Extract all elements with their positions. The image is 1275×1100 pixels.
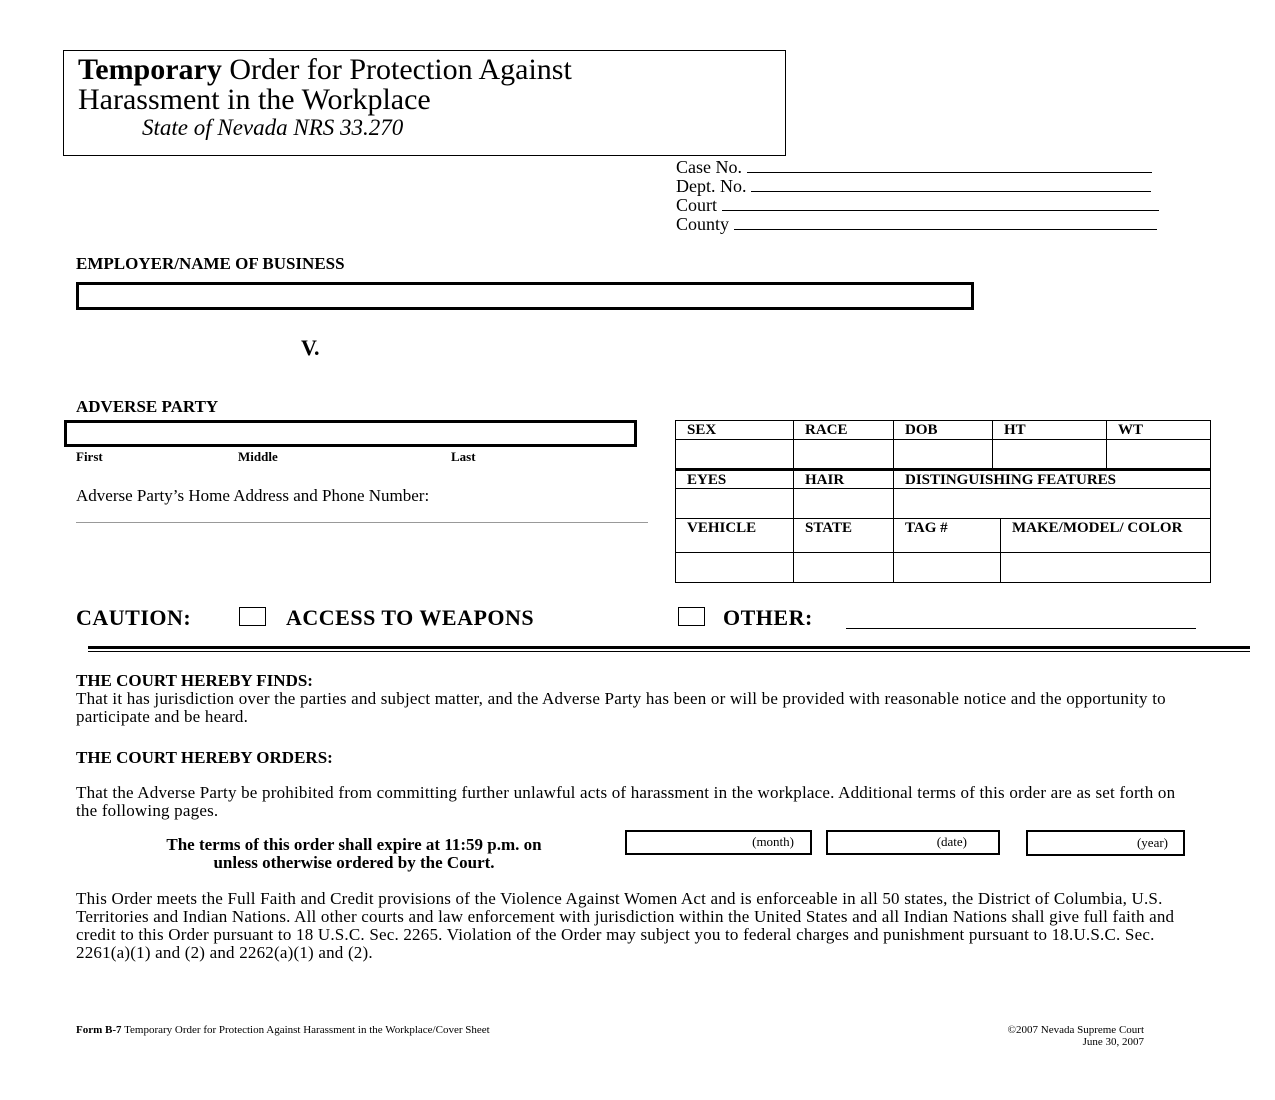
sex-cell[interactable] (676, 440, 794, 470)
first-name-label: First (76, 449, 103, 464)
hair-header: HAIR (794, 470, 894, 489)
weapons-checkbox[interactable] (239, 607, 266, 626)
employer-heading: EMPLOYER/NAME OF BUSINESS (76, 254, 345, 273)
court-field[interactable] (722, 197, 1159, 211)
county-field[interactable] (734, 216, 1157, 230)
document-title-line2: Harassment in the Workplace (78, 83, 431, 116)
orders-text: That the Adverse Party be prohibited from committing further unlawful acts of harassment in the workplace. Additional terms of this order are as set forth on the following pages. (76, 783, 1176, 820)
case-number-field[interactable] (747, 159, 1152, 173)
case-number-row: Case No. (676, 158, 1159, 177)
make-model-color-header: MAKE/MODEL/ COLOR (1001, 519, 1211, 553)
section-divider-thin (88, 651, 1250, 652)
weapons-label: ACCESS TO WEAPONS (286, 605, 535, 630)
hair-cell[interactable] (794, 489, 894, 519)
expiry-statement: The terms of this order shall expire at 11:59 p.m. on unless otherwise ordered by the Court. (166, 835, 542, 872)
physical-description-table (675, 420, 1211, 583)
vehicle-cell[interactable] (676, 553, 794, 583)
weight-cell[interactable] (1107, 440, 1211, 470)
section-divider (88, 646, 1250, 649)
race-cell[interactable] (794, 440, 894, 470)
other-label: OTHER: (723, 605, 813, 630)
title-box (63, 50, 786, 156)
middle-name-label: Middle (238, 449, 278, 464)
expiry-month-field[interactable]: (month) (625, 830, 812, 855)
address-label: Adverse Party’s Home Address and Phone Number: (76, 486, 430, 505)
race-header: RACE (794, 421, 894, 440)
dob-header: DOB (894, 421, 993, 440)
caution-label: CAUTION: (76, 605, 192, 630)
make-model-color-cell[interactable] (1001, 553, 1211, 583)
court-row: Court (676, 196, 1159, 215)
adverse-party-heading: ADVERSE PARTY (76, 397, 219, 416)
expiry-date-field[interactable]: (date) (826, 830, 1000, 855)
distinguishing-features-cell[interactable] (894, 489, 1211, 519)
address-field[interactable] (76, 506, 648, 523)
eyes-header: EYES (676, 470, 794, 489)
eyes-cell[interactable] (676, 489, 794, 519)
case-info-block (676, 158, 1159, 234)
height-cell[interactable] (993, 440, 1107, 470)
tag-cell[interactable] (894, 553, 1001, 583)
tag-header: TAG # (894, 519, 1001, 553)
full-faith-credit-text: This Order meets the Full Faith and Credit provisions of the Violence Against Women Act and is enforceable in all 50 states, the District of Columbia, U.S. Territories and Indian Nations. All other courts and law enforcement with jurisdiction within the United States and all Indian Nations shall give full faith and credit to this Order pursuant to 18 U.S.C. Sec. 2265. Violation of the Order may subject you to federal charges and punishment pursuant to 18.U.S.C. Sec. 2261(a)(1) and (2) and 2262(a)(1) and (2). (76, 889, 1175, 962)
sex-header: SEX (676, 421, 794, 440)
weight-header: WT (1107, 421, 1211, 440)
height-header: HT (993, 421, 1107, 440)
state-cell[interactable] (794, 553, 894, 583)
last-name-label: Last (451, 449, 476, 464)
expiry-year-field[interactable]: (year) (1026, 830, 1185, 856)
versus-label: V. (301, 335, 320, 360)
statute-reference: State of Nevada NRS 33.270 (142, 115, 404, 140)
findings-heading: THE COURT HEREBY FINDS: (76, 671, 313, 690)
form-footer: Form B-7 Temporary Order for Protection Against Harassment in the Workplace/Cover Sheet (76, 1024, 490, 1036)
adverse-party-name-field[interactable] (64, 420, 637, 447)
other-field[interactable] (846, 612, 1196, 629)
dob-cell[interactable] (894, 440, 993, 470)
state-header: STATE (794, 519, 894, 553)
findings-text: That it has jurisdiction over the parties and subject matter, and the Adverse Party has been or will be provided with reasonable notice and the opportunity to participate and be heard. (76, 689, 1166, 726)
dept-number-row: Dept. No. (676, 177, 1159, 196)
employer-name-field[interactable] (76, 282, 974, 310)
county-row: County (676, 215, 1159, 234)
document-title: Temporary Order for Protection Against (78, 53, 572, 86)
distinguishing-features-header: DISTINGUISHING FEATURES (894, 470, 1211, 489)
copyright-footer: ©2007 Nevada Supreme Court June 30, 2007 (1007, 1024, 1144, 1048)
vehicle-header: VEHICLE (676, 519, 794, 553)
other-checkbox[interactable] (678, 607, 705, 626)
dept-number-field[interactable] (751, 178, 1151, 192)
orders-heading: THE COURT HEREBY ORDERS: (76, 748, 333, 767)
